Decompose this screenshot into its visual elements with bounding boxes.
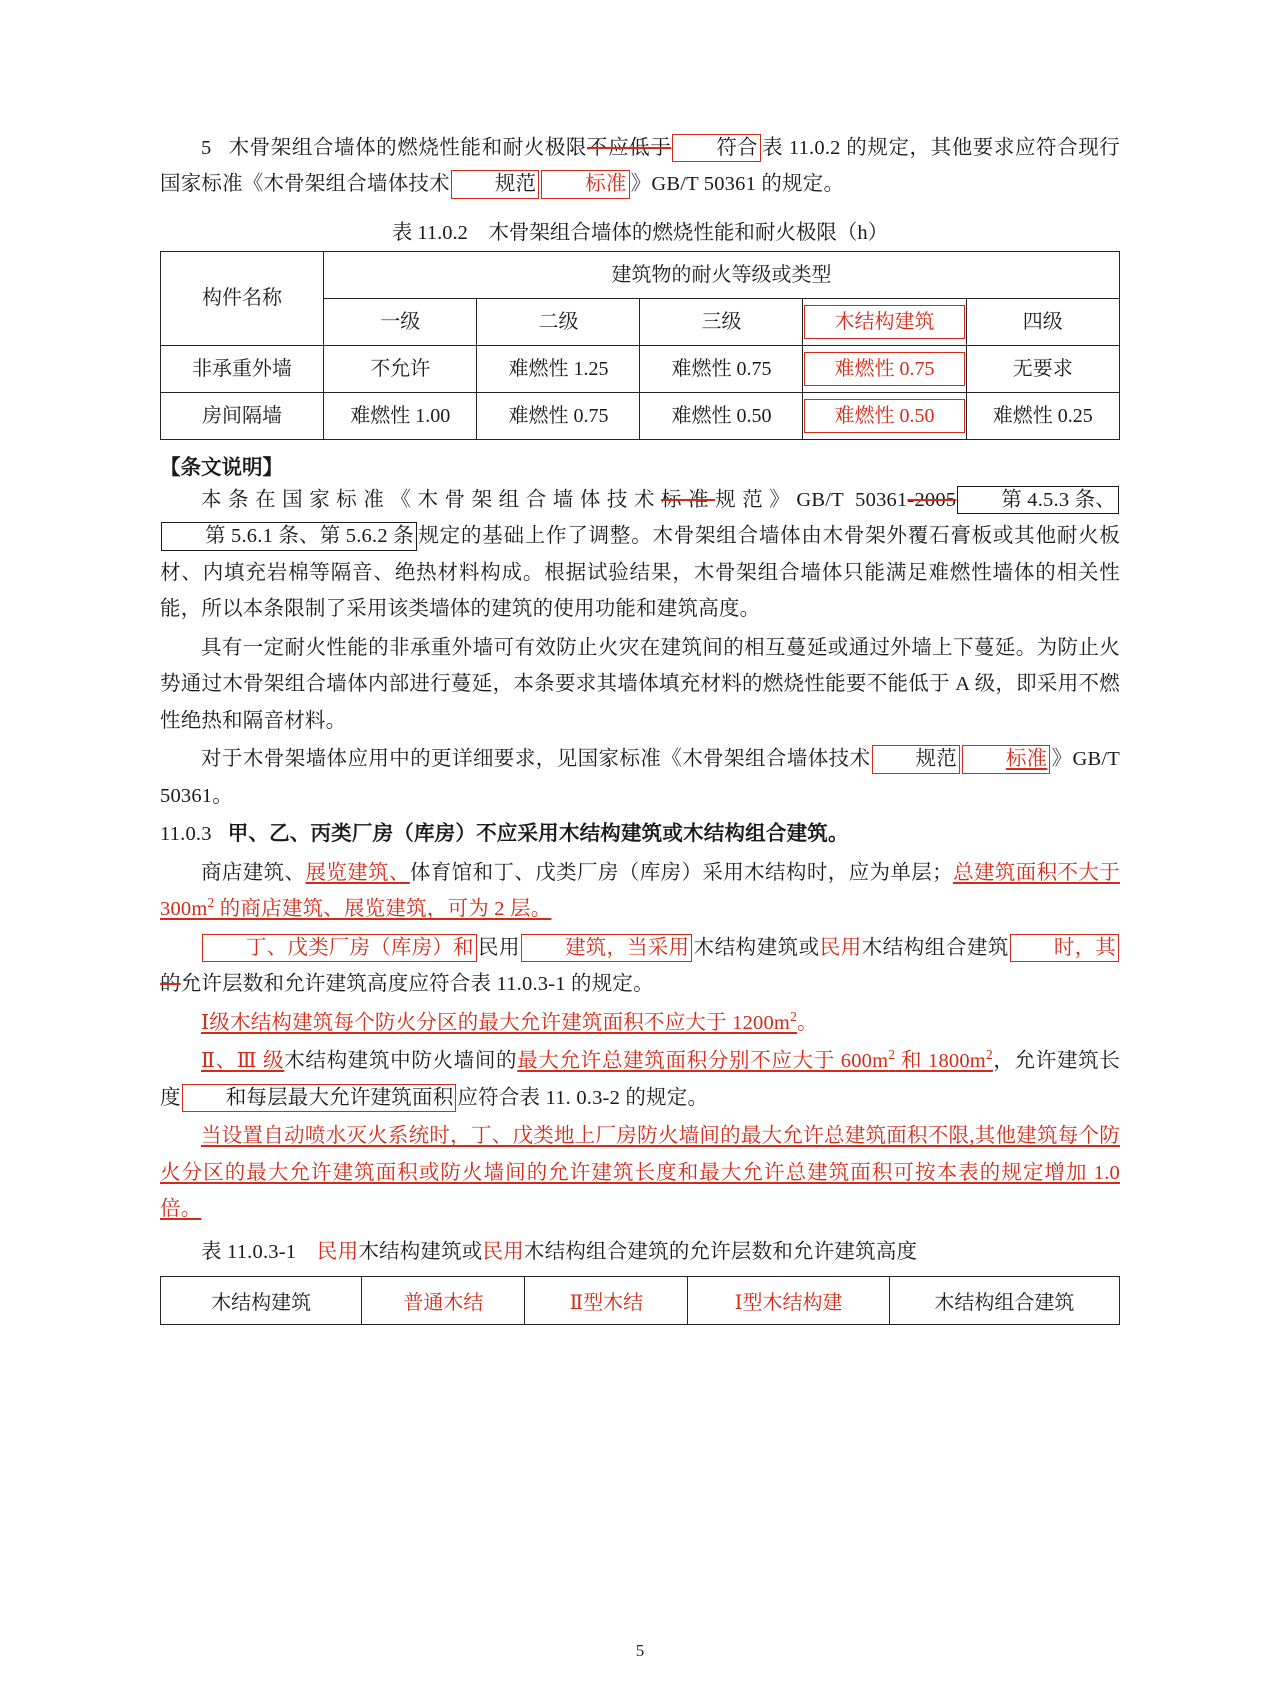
table-header-span: 建筑物的耐火等级或类型 [324,251,1120,298]
table-header-grade-4-label: 木结构建筑 [804,305,964,339]
c1103-p4-red-d: 和 1800m [895,1050,986,1073]
explanation-p1-deleted-2: -2005 [907,488,957,511]
table-header-component-name: 构件名称 [161,251,324,345]
clause-5-number: 5 [201,137,212,159]
c1103-p3-end: 。 [797,1011,818,1034]
clause-5-text-1: 木骨架组合墙体的燃烧性能和耐火极限 [228,137,587,159]
clause-11-0-3-paragraph-4 [160,1043,1120,1116]
table-row-2-cell-3: 难燃性 0.50 [640,392,803,439]
table-row [161,1277,1120,1325]
table-header-grade-1: 一级 [324,298,477,345]
c1103-p4-text-e: ，允许建筑长度 [160,1050,1121,1109]
explanation-p3-box-2: 标准 [962,745,1050,773]
clause-11-0-3-paragraph-3 [160,1005,1120,1041]
t11031-caption-c: 木结构组合建筑的允许层数和允许建筑高度 [523,1240,918,1263]
c1103-p3-red [201,1008,798,1034]
explanation-p3-text-b: 》GB/T 50361。 [160,748,1120,807]
t11031-header-3 [525,1277,688,1325]
table-row [161,392,1120,439]
t11031-caption-red-2: 民用 [482,1240,524,1263]
table-row [161,345,1120,392]
table-row-2-cell-4-label: 难燃性 0.50 [804,399,964,433]
table-header-grade-4 [803,298,966,345]
clause-11-0-3-paragraph-1 [160,855,1120,928]
c1103-p2-red-1: 民用 [819,936,862,959]
c1103-p1-red-2-text: 总建筑面积不大于 300m [160,861,1120,921]
table-11-0-2 [160,251,1120,440]
table-row [161,251,1120,298]
c1103-p2-text-b: 木结构建筑或 [693,936,820,959]
table-row-1-name: 非承重外墙 [161,345,324,392]
table-11-0-3-1 [160,1276,1120,1325]
clause-11-0-3-heading [160,816,1120,852]
clause-5-text-2: 表 11.0.2 的规定，其他要求应符合现行国家标准《木骨架组合墙体技术 [160,137,1120,196]
t11031-caption-a: 表 11.0.3-1 [201,1240,317,1263]
c1103-p4-red-c-text: 最大允许总建筑面积分别不应大于 600m [517,1050,889,1073]
table-11-0-2-caption: 表 11.0.2 木骨架组合墙体的燃烧性能和耐火极限（h） [391,221,889,244]
table-row-1-cell-1: 不允许 [324,345,477,392]
explanation-paragraph-1 [160,482,1120,628]
page-number: 5 [635,1641,645,1660]
table-11-0-3-1-caption [160,1234,1120,1270]
table-row-2-cell-2: 难燃性 0.75 [477,392,640,439]
c1103-p3-text: Ⅰ级木结构建筑每个防火分区的最大允许建筑面积不应大于 1200m [201,1011,791,1034]
clause-11-0-3-paragraph-2 [160,930,1120,1003]
c1103-p2-box-1: 丁、戊类厂房（库房）和 [202,934,477,962]
c1103-p2-text-a: 民用 [477,936,521,959]
t11031-header-2: 普通木结 [362,1277,525,1325]
table-row-2-cell-1: 难燃性 1.00 [324,392,477,439]
clause-5-deleted-text: 不应低于 [586,137,672,159]
table-row-1-cell-5: 无要求 [966,345,1120,392]
table-header-grade-5: 四级 [966,298,1120,345]
explanation-p3-text-a: 对于木骨架墙体应用中的更详细要求，见国家标准《木骨架组合墙体技术 [201,748,871,771]
table-header-grade-2: 二级 [477,298,640,345]
t11031-header-3-label: Ⅱ型木结 [569,1292,644,1315]
table-row-2-cell-5: 难燃性 0.25 [966,392,1120,439]
explanation-p1-text-c: 规定的基础上作了调整。木骨架组合墙体由木骨架外覆石膏板或其他耐火板材、内填充岩棉等隔音、绝热材料构成。根据试验结果，木骨架组合墙体只能满足难燃性墙体的相关性能，所以本条限制了采用该类墙体的建筑的使用功能和建筑高度。 [160,525,1120,621]
c1103-p4-text-b: 木结构建筑中防火墙间的 [284,1050,518,1073]
c1103-p2-box-2: 建筑，当采用 [521,934,692,962]
table-row-2-name: 房间隔墙 [161,392,324,439]
c1103-p4-superscript-2: 2 [985,1047,993,1063]
explanation-paragraph-2: 具有一定耐火性能的非承重外墙可有效防止火灾在建筑间的相互蔓延或通过外墙上下蔓延。为防止火势通过木骨架组合墙体内部进行蔓延，本条要求其墙体填充材料的燃烧性能要不能低于 A 级，即采用不燃性绝热和隔音材料。 [160,636,1120,732]
explanation-p1-text-a: 本条在国家标准《木骨架组合墙体技术 [201,488,662,511]
c1103-p4-superscript-1: 2 [888,1047,896,1063]
explanation-heading: 【条文说明】 [160,455,283,479]
c1103-p4-red-a: Ⅱ、Ⅲ 级 [201,1050,285,1073]
table-row-2-cell-4 [803,392,966,439]
table-header-grade-3: 三级 [640,298,803,345]
c1103-p1-red-3: 的商店建筑、展览建筑，可为 2 层。 [214,898,552,921]
c1103-p2-deleted: 的 [160,973,181,996]
explanation-p1-text-b: 规范》GB/T 50361 [715,488,908,511]
c1103-p4-red-c [517,1047,993,1073]
clause-5-paragraph [160,130,1120,203]
c1103-p2-text-d: 允许层数和允许建筑高度应符合表 11.0.3-1 的规定。 [180,973,654,996]
t11031-header-4-label: Ⅰ型木结构建 [734,1292,843,1315]
t11031-caption-b: 木结构建筑或 [358,1240,483,1263]
clause-5-inserted-box-3: 标准 [541,170,629,198]
c1103-p2-text-c: 木结构组合建筑 [861,936,1009,959]
c1103-p4-box: 和每层最大允许建筑面积 [182,1084,457,1112]
t11031-header-4 [688,1277,889,1325]
clause-5-inserted-box-1: 符合 [672,134,760,162]
explanation-paragraph-3 [160,741,1120,814]
c1103-p2-box-3: 时，其 [1010,934,1119,962]
clause-11-0-3-number: 11.0.3 [160,823,212,846]
c1103-p4-text-f: 应符合表 11. 0.3-2 的规定。 [457,1086,709,1109]
table-row-1-cell-4 [803,345,966,392]
clause-11-0-3-title: 甲、乙、丙类厂房（库房）不应采用木结构建筑或木结构组合建筑。 [227,823,849,846]
clause-5-text-3: 》GB/T 50361 的规定。 [630,173,845,196]
c1103-p1-red-1: 展览建筑、 [305,861,410,884]
c1103-p1-superscript: 2 [207,895,215,911]
table-row-1-cell-2: 难燃性 1.25 [477,345,640,392]
explanation-p3-box-1: 规范 [872,745,960,773]
explanation-p1-deleted-1: 标准 [661,488,716,511]
c1103-p1-text-b: 体育馆和丁、戊类厂房（库房）采用木结构时，应为单层； [409,861,953,884]
clause-11-0-3-paragraph-5: 当设置自动喷水灭火系统时，丁、戊类地上厂房防火墙间的最大允许总建筑面积不限,其他建筑每个防火分区的最大允许建筑面积或防火墙间的允许建筑长度和最大允许总建筑面积可按本表的规定增加 1.0 倍。 [160,1125,1120,1221]
table-row-1-cell-3: 难燃性 0.75 [640,345,803,392]
explanation-p1-box-2: 第 5.6.1 条、第 5.6.2 条 [161,522,417,550]
table-row-1-cell-4-label: 难燃性 0.75 [804,352,964,386]
c1103-p3-superscript: 2 [790,1008,798,1024]
t11031-header-5: 木结构组合建筑 [889,1277,1119,1325]
t11031-header-1: 木结构建筑 [161,1277,362,1325]
c1103-p1-text-a: 商店建筑、 [201,861,306,884]
explanation-p1-box-1: 第 4.5.3 条、 [957,486,1119,514]
clause-5-inserted-box-2: 规范 [451,170,539,198]
t11031-caption-red-1: 民用 [316,1240,359,1263]
